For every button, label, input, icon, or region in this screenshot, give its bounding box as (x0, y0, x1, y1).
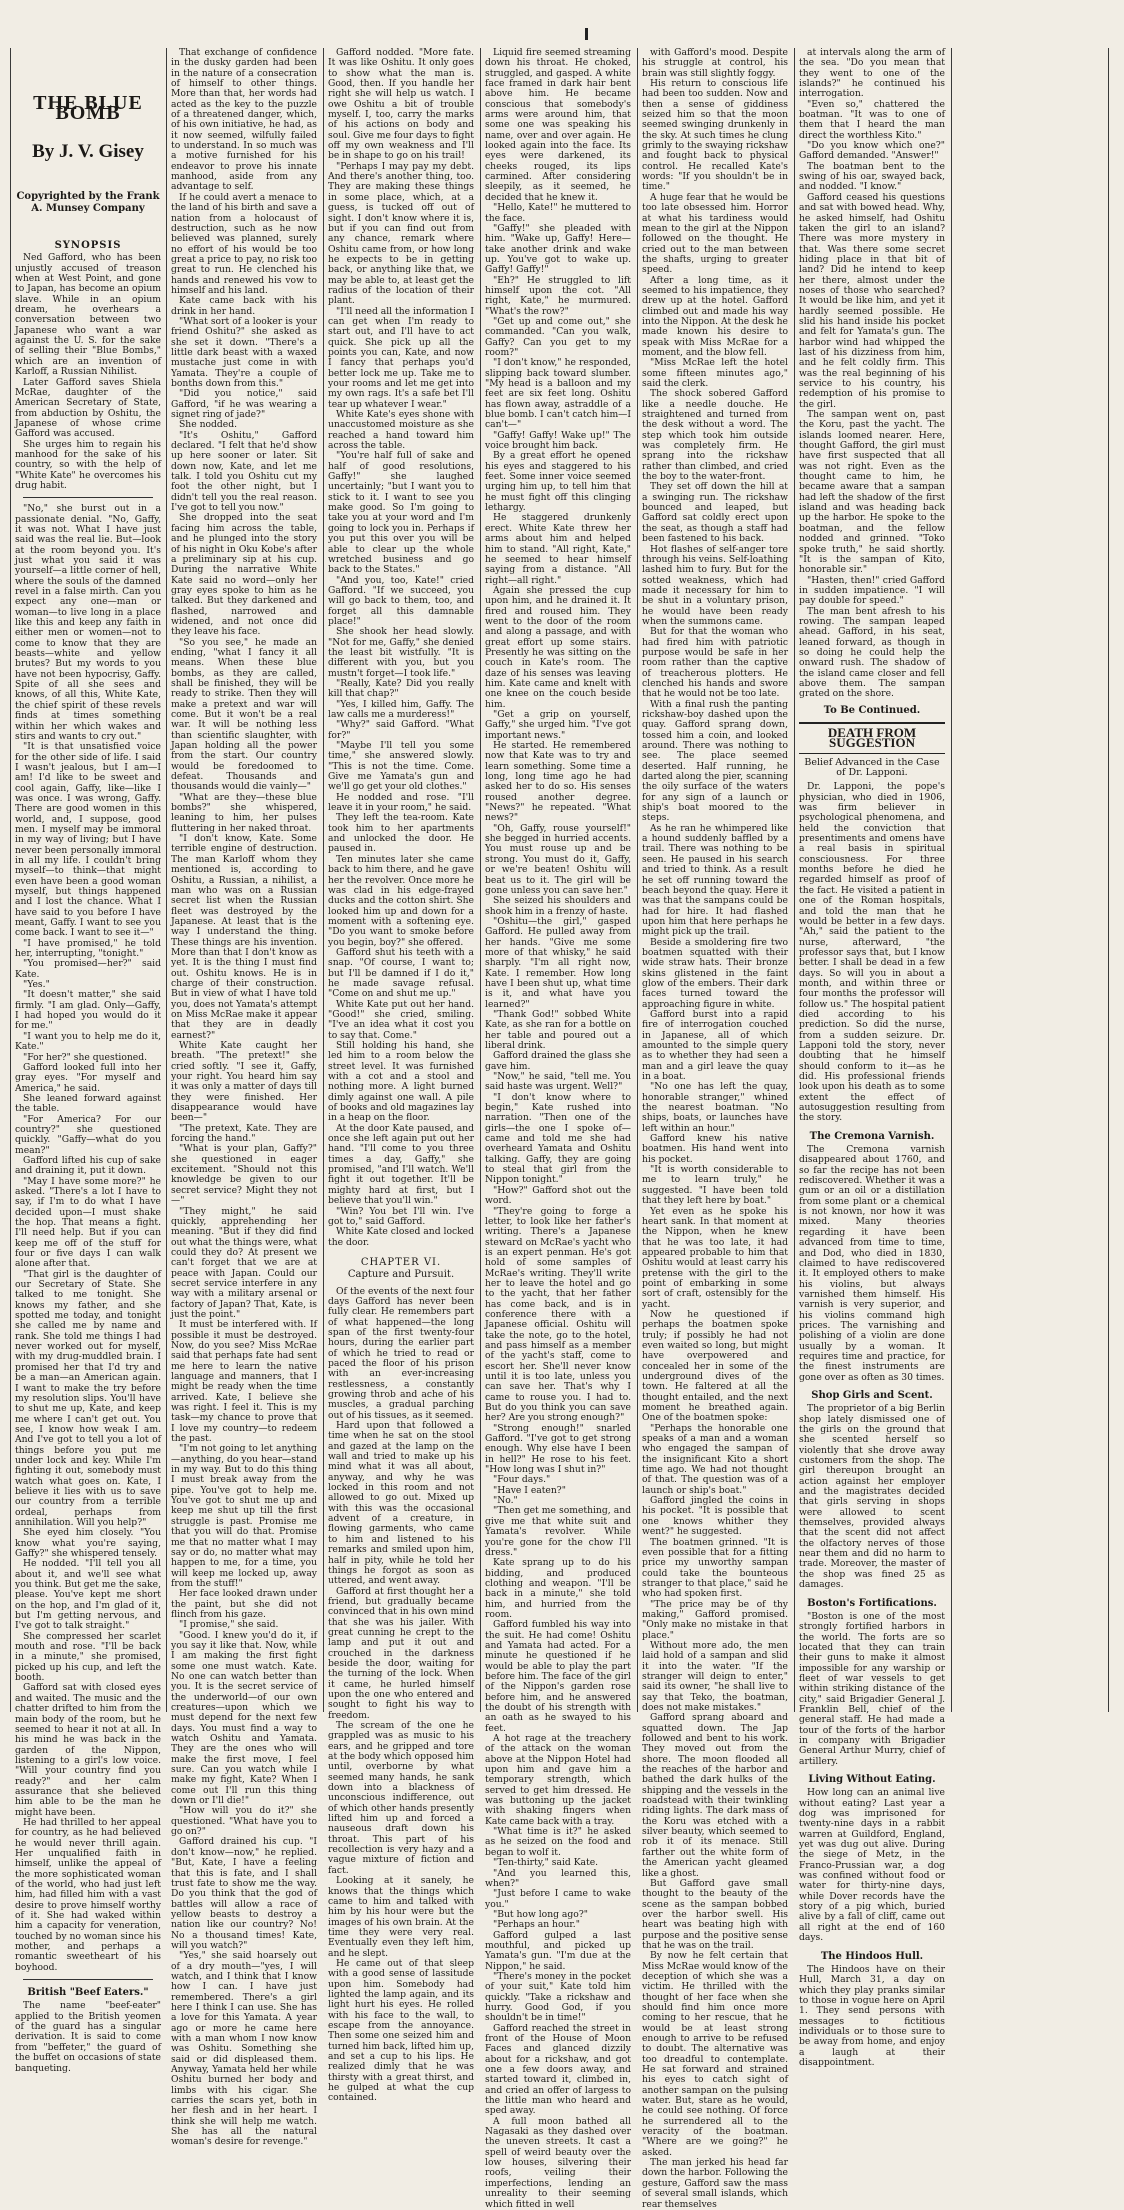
story-paragraph: Gafford burst into a rapid fire of interrogation couched in Japanese, all of which amounted to the simple query as to whether they had seen a man and a girl leave the quay in a boat. (642, 1008, 788, 1083)
article-paragraph: Dr. Lapponi, the pope's physician, who died in 1906, was firm believer in psychological phenomena, and held the conviction that presentiments and omens have a real basis in spiritual consciousness. For three months before he died he regarded himself as proof of the fact. He visited a patient in one of the Roman hospitals, and told the man that he would be better in a few days. "Ah," said the patient to the nurse, afterward, "the professor says that, but I know better. I shall be dead in a few days. So will you in about a month, and within three or four months the professor will follow us." The hospital patient died according to his prediction. So did the nurse, from a sudden seizure. Dr. Lapponi told the story, never doubting that he himself should conform to it—as he did. His professional friends look upon his death as to some extent the effect of autosuggestion resulting from the story. (799, 781, 945, 1124)
column-rule (1108, 48, 1109, 1712)
story-paragraph: "Gaffy! Gaffy! Wake up!" The voice brought him back. (485, 429, 631, 452)
synopsis-paragraph: Later Gafford saves Shiela McRae, daughter of the American Secretary of State, from abduction by Oshitu, the Japanese of whose crime Gafford was accused. (15, 376, 161, 440)
filler-text: The name "beef-eater" applied to the British yeomen of the guard has a singular derivation. It is said to come from "beffeter," the guard of the buffet on occasions of state banqueting. (15, 2000, 161, 2074)
story-paragraph: "Oh, Gaffy, rouse yourself!" she begged in hurried accents. You must rouse up and be strong. You must do it, Gaffy, or we're beaten! Oshitu will beat us to it. The girl will be gone unless you can save her." (485, 822, 631, 896)
story-paragraph: But for that the woman who had fired him with patriotic purpose would be safe in her room rather than the captive of treacherous plotters. He clenched his hands and swore that he would not be too late. (642, 626, 788, 700)
story-paragraph: The scream of the one he grappled was as music to his ears, and he gripped and tore at the body which opposed him until, overborne by what seemed many hands, he sank down into a blackness of unconscious indifference, out of which other hands presently lifted him up and forced a nauseous draft down his throat. This part of his recollection is very hazy and a vague mixture of fiction and fact. (328, 1720, 474, 1876)
column-5 (639, 47, 791, 2210)
story-paragraph: "How will you do it?" she questioned. "What have you to go on?" (171, 1805, 317, 1838)
story-paragraph: He came out of that sleep with a good sense of lassitude upon him. Somebody had lighted the lamp again, and its light hurt his eyes. He rolled with his face to the wall, to escape from the annoyance. Then some one seized him and turned him back, lifted him up, and set a cup to his lips. He realized dimly that he was thirsty with a great thirst, and he gulped at what the cup contained. (328, 1957, 474, 2104)
story-paragraph: Ten minutes later she came back to him there, and he gave her the revolver. Once more he was clad in his edge-frayed ducks and the cotton shirt. She looked him up and down for a moment with a softening eye. "Do you want to smoke before you begin, boy?" she offered. (328, 853, 474, 948)
story-paragraph: "It is worth considerable to me to learn truly," he suggested. "I have been told that they left here by boat." (642, 1164, 788, 1207)
story-body (799, 48, 945, 700)
story-body (485, 48, 631, 2210)
story-paragraph: "Even so," chattered the boatman. "It was to one of them that I heard the man direct the worthless Kito." (799, 98, 945, 141)
story-paragraph: "What time is it?" he asked as he seized on the food and began to wolf it. (485, 1826, 631, 1858)
story-paragraph: "No." (493, 1495, 518, 1507)
story-byline: By J. V. Gisey (32, 140, 144, 162)
synopsis-paragraph: She urges him to regain his manhood for the sake of his country, so with the help of "White Kate" he overcomes his drug habit. (15, 438, 161, 491)
story-paragraph: "They might," he said quickly, apprehending her meaning. "But if they did find out what the things were, what could they do? At present we can't forget that we are at peace with Japan. Could our secret service interfere in any way with a military arsenal or factory of Japan? That, Kate, is just the point." (171, 1205, 317, 1320)
story-paragraph: Of the events of the next four days Gafford has never been fully clear. He remembers part of what happened—the long span of the first twenty-four hours, during the earlier part of which he tried to read or paced the floor of his prison with an ever-increasing restlessness, a constantly growing throb and ache of his muscles, a gradual parching out of his tissues, as it seemed. (328, 1285, 474, 1421)
story-paragraph: "Oshitu—the girl," gasped Gafford. He pulled away from her hands. "Give me some more of that whisky," he said sharply. "I'm all right now, Kate. I remember. How long have I been shut up, what time is it, and what have you learned?" (485, 915, 631, 1010)
story-paragraph: She seized his shoulders and shook him in a frenzy of haste. (485, 895, 631, 917)
story-paragraph: "What sort of a looker is your friend Oshitu?" she asked as she set it down. "There's a little dark beast with a waxed mustache just come in with Yamata. They're a couple of bonths down from this." (171, 315, 317, 389)
story-paragraph: "Good. I knew you'd do it, if you say it like that. Now, while I am making the first fight some one must watch. Kate. No one can watch better than you. It is the secret service of the underworld—of our own creatures—upon which we must depend for the next few days. You must find a way to watch Oshitu and Yamata. They are the ones who will make the first move, I feel sure. Can you watch while I make my fight, Kate? When I come out I'll run this thing down or I'll die!" (171, 1629, 317, 1807)
story-paragraph: The shock sobered Gafford like a needle douche. He straightened and turned from the desk without a word. The step which took him outside was completely firm. He sprang into the rickshaw rather than climbed, and cried the boy to the water-front. (642, 388, 788, 483)
story-paragraph: "They're going to forge a letter, to look like her father's writing. There's a Japanese steward on McRae's yacht who is an expert penman. He's got hold of some samples of McRae's writing. They'll write her to leave the hotel and go to the yacht, that her father has come back, and is in conference there with a Japanese official. Oshitu will take the note, go to the hotel, and pass himself as a member of the yacht's staff, come to escort her. She'll never know until it is too late, unless you can save her. That's why I came to rouse you. I had to. But do you think you can save her? Are you strong enough?" (485, 1205, 631, 1424)
newspaper-page (10, 22, 1110, 2210)
story-paragraph: "Ten-thirty," said Kate. (493, 1857, 599, 1869)
column-rule (323, 48, 324, 1712)
story-body (171, 48, 317, 2148)
story-paragraph: "Hello, Kate!" he muttered to the face. (485, 202, 631, 224)
story-paragraph: "I'm not going to let anything—anything, do you hear—stand in my way. But to do this thing I must break away from the pipe. You've got to help me. You've got to shut me up and keep me shut up till the first struggle is past. Promise me that you will do that. Promise me that no matter what I may say or do, no matter what may happen to me, for a time, you will keep me locked up, away from the stuff!" (171, 1443, 317, 1589)
story-paragraph: "Perhaps I may pay my debt. And there's another thing, too. They are making these things in some place, which, at a guess, is tucked off out of sight. I don't know where it is, but if you can find out from any chance, remark where Oshitu came from, or how long he expects to be in getting back, or anything like that, we may be able to, at least get the radius of the location of their plant. (328, 160, 474, 307)
story-paragraph: "Now," he said, "tell me. You said haste was urgent. Well?" (485, 1071, 631, 1093)
story-header (15, 92, 161, 215)
column-rule (480, 48, 481, 1712)
story-paragraph: Gafford sat with closed eyes and waited. The music and the chatter drifted to him from the main body of the room, but he seemed to hear it not at all. In his mind he was back in the garden of the Nippon, listening to a girl's low voice. "Will your country find you ready?" and her calm assurance that she believed him able to be the man he might have been. (15, 1682, 161, 1818)
story-paragraph: "Gaffy!" she pleaded with him. "Wake up, Gaffy! Here—take another drink and wake up. You've got to wake up. Gaffy! Gaffy!" (485, 222, 631, 276)
story-paragraph: He nodded and rose. "I'll leave it in your room," he said. (328, 791, 474, 814)
story-paragraph: He staggered drunkenly erect. White Kate threw her arms about him and helped him to stand. "All right, Kate," he seemed to hear himself saying from a distance. "All right—all right." (485, 512, 631, 586)
story-paragraph: Gafford at first thought her a friend, but gradually became convinced that in his own mind that she was his jailer. With great cunning he crept to the lamp and put it out and crouched in the darkness beside the door, waiting for the turning of the lock. When it came, he hurled himself upon the one who entered and sought to fight his way to freedom. (328, 1585, 474, 1721)
story-paragraph: At the door Kate paused, and once she left again put out her hand. "I'll come to you three times a day, Gaffy," she promised, "and I'll watch. We'll fight it out together. It'll be mighty hard at first, but I believe that you'll win." (328, 1122, 474, 1207)
item-heading: Shop Girls and Scent. (811, 1389, 933, 1401)
story-paragraph: Gafford reached the street in front of the House of Moon Faces and glanced dizzily about for a rickshaw, and got one a few doors away, and started toward it, climbed in, and cried an offer of largess to the little man who heard and sped away. (485, 2022, 631, 2117)
story-paragraph: Gafford sprang aboard and squatted down. The Jap followed and bent to his work. They moved out from the shore. The moon flooded all the reaches of the harbor and bathed the dark hulks of the shipping and the vessels in the roadstead with their twinkling riding lights. The dark mass of the Koru was etched with a silver beauty, which seemed to rob it of its menace. Still farther out the white form of the American yacht gleamed like a ghost. (642, 1712, 788, 1879)
section-divider (23, 497, 153, 498)
story-paragraph: Gafford ceased his questions and sat with bowed head. Why, he asked himself, had Oshitu taken the girl to an island? There was more mystery in that. Was there some secret hiding place in that bit of land? Did he intend to keep her there, almost under the noses of those who searched? It would be like him, and yet it hardly seemed possible. He slid his hand inside his pocket and felt for Yamata's gun. The harbor wind had whipped the last of his dizziness from him, and he felt coldly firm. This was the real beginning of his service to his country, his redemption of his promise to the girl. (799, 191, 945, 410)
story-body (328, 1287, 474, 2104)
column-rule (10, 48, 11, 1712)
story-paragraph: Gafford drained the glass she gave him. (485, 1050, 631, 1072)
story-paragraph: The boatman bent to the swing of his oar, swayed back, and nodded. "I know." (799, 160, 945, 193)
story-paragraph: with Gafford's mood. Despite his struggle at control, his brain was still slightly foggy. (642, 47, 788, 79)
story-paragraph: "Perhaps an hour." (493, 1919, 580, 1931)
story-paragraph: White Kate closed and locked the door. (328, 1226, 475, 1248)
story-paragraph: Yet even as he spoke his heart sank. In that moment at the Nippon, when he knew that he was too late, it had appeared probable to him that Oshitu would at least carry his pretense with the girl to the point of embarking in some sort of craft, ostensibly for the yacht. (642, 1205, 788, 1310)
story-paragraph: "For her?" she questioned. (23, 1051, 148, 1063)
story-body (642, 48, 788, 2210)
story-paragraph: "No one has left the quay, honorable stranger," whined the nearest boatman. "No ships, boats, or launches have left within an hour." (642, 1081, 788, 1134)
column-1 (12, 48, 164, 2074)
synopsis (15, 253, 161, 491)
story-paragraph: "There's money in the pocket of your suit," Kate told him quickly. "Take a rickshaw and hurry. Good God, if you shouldn't be in time!" (485, 1970, 631, 2024)
synopsis-paragraph: Ned Gafford, who has been unjustly accused of treason when at West Point, and gone to Japan, has become an opium slave. While in an opium dream, he overhears a conversation between two Japanese who want a war against the U. S. for the sake of selling their "Blue Bombs," which are an invention of Karloff, a Russian Nihilist. (15, 252, 161, 378)
story-paragraph: Without more ado, the men laid hold of a sampan and slid it into the water. "If the stranger will deign to enter," said its owner, "he shall live to say that Teko, the boatman, does not make mistakes." (642, 1639, 788, 1713)
column-3 (325, 47, 477, 2104)
story-paragraph: Gafford fumbled his way into the suit. He had come! Oshitu and Yamata had acted. For a minute he questioned if he would be able to play the part before him. The face of the girl of the Nippon's garden rose before him, and he answered the doubt of his strength with an oath as he swayed to his feet. (485, 1619, 631, 1734)
story-paragraph: The man jerked his head far down the harbor. Following the gesture, Gafford saw the mass of several small islands, which rear themselves (642, 2157, 788, 2210)
story-paragraph: Beside a smoldering fire two boatmen squatted with their wide straw hats. Their bronze skins glistened in the faint glow of the embers. Their dark faces turned toward the approaching figure in white. (642, 936, 788, 1010)
story-paragraph: "But how long ago?" (493, 1908, 588, 1920)
story-paragraph: "What is your plan, Gaffy?" she questioned in eager excitement. "Should not this knowledge be given to our secret service? Might they not—" (171, 1143, 317, 1207)
story-paragraph: "Do you know which one?" Gafford demanded. "Answer!" (799, 140, 945, 162)
story-body (328, 48, 474, 1248)
story-paragraph: White Kate put out her hand. "Good!" she cried, smiling. "I've an idea what it cost you to say that. Come." (328, 998, 474, 1041)
story-paragraph: He started. He remembered now that Kate was to try and learn something. Some time a long, long time ago he had asked her to do so. His senses roused another degree. "News?" he repeated. "What news?" (485, 740, 631, 824)
story-paragraph: "Miss McRae left the hotel some fifteen minutes ago," said the clerk. (642, 357, 788, 389)
story-paragraph: He nodded. "I'll tell you all about it, and we'll see what you think. But get me the sake, please. You've kept me short on the hop, and I'm glad of it, but I'm getting nervous, and I've got to talk straight." (15, 1558, 161, 1632)
story-paragraph: Gafford drained his cup. "I don't know—now," he replied. "But, Kate, I have a feeling that this is fate, and I shall trust fate to show me the way. Do you think that the god of battles will allow a race of yellow beasts to destroy a nation like our country? No! No a thousand times! Kate, will you watch?" (171, 1836, 317, 1951)
story-paragraph: "Four days." (493, 1474, 551, 1486)
story-paragraph: Kate sprang up to do his bidding, and produced clothing and weapon. "I'll be back in a minute," she told him, and hurried from the room. (485, 1557, 631, 1620)
item-heading: Living Without Eating. (808, 1774, 936, 1785)
story-paragraph: "Get a grip on yourself, Gaffy," she urged him. "I've got important news." (485, 709, 631, 741)
column-2 (168, 47, 320, 2148)
column-rule (166, 48, 167, 1712)
story-paragraph: The boatmen grinned. "It is even possible that for a fitting price my unworthy sampan could take the bounteous stranger to that place," said he who had spoken first. (642, 1536, 788, 1600)
story-paragraph: "Just before I came to wake you." (485, 1888, 631, 1910)
column-rule (637, 48, 638, 1712)
item-text: The Hindoos have on their Hull, March 31, a day on which they play pranks similar to those in vogue here on April 1. They send persons with messages to fictitious individuals or to those sure to be away from home, and enjoy a laugh at their disappointment. (799, 1963, 945, 2068)
story-paragraph: "Yes." (23, 979, 50, 991)
story-paragraph: "It doesn't matter," she said firmly. "I am glad. Only—Gaffy, I had hoped you would do it for me." (15, 989, 161, 1032)
item-text: How long can an animal live without eating? Last year a dog was imprisoned for twenty-nine days in a rabbit warren at Guildford, England, yet was dug out alive. During the siege of Metz, in the Franco-Prussian war, a dog was confined without food or water for thirty-nine days, while Dover records have the story of a pig which, buried alive by a fall of cliff, came out all right at the end of 160 days. (799, 1787, 945, 1944)
story-paragraph: "That girl is the daughter of our Secretary of State. She talked to me tonight. She knows my father, and she spotted me today, and tonight she called me by name and rank. She told me things I had never worked out for myself, with my drug-muddled brain. I promised her that I'd try and be a man—an American again. I want to make the try before my resolution slips. You'll have to shut me up, Kate, and keep me where I can't get out. You see, I know how weak I am. And I've got to tell you a lot of things before you put me under lock and key. While I'm fighting it out, somebody must watch what goes on. Kate, I believe it lies with us to save our country from a terrible ordeal, perhaps from annihilation. Will you help?" (15, 1268, 161, 1528)
story-paragraph: "I don't know," he responded, slipping back toward slumber. "My head is a balloon and my feet are six feet long. Oshitu has flown away, astraddle of a blue bomb. I can't catch him—I can't—" (485, 357, 631, 431)
story-paragraph: But Gafford gave small thought to the beauty of the scene as the sampan bobbed over the harbor swell. His heart was beating high with purpose and the positive sense that he was on the trail. (642, 1877, 788, 1951)
story-paragraph: "Why?" said Gafford. "What for?" (328, 719, 474, 741)
story-paragraph: They set off down the hill at a swinging run. The rickshaw bounced and leaped, but Gafford sat coldly erect upon the seat, as though a staff had been fastened to his back. (642, 481, 788, 545)
story-paragraph: "I promise," she said. (179, 1619, 279, 1631)
story-paragraph: "Yes, I killed him, Gaffy. The law calls me a murderess!" (328, 698, 474, 720)
story-paragraph: They left the tea-room. Kate took him to her apartments and unlocked the door. He paused in. (328, 812, 474, 855)
story-paragraph: at intervals along the arm of the sea. "Do you mean that they went to one of the islands?" he continued his interrogation. (799, 47, 945, 100)
story-paragraph: The man bent afresh to his rowing. The sampan leaped ahead. Gafford, in his seat, leaned forward, as though in so doing he could help the onward rush. The shadow of the island came closer and fell above them. The sampan grated on the shore. (799, 605, 945, 700)
item-text: The proprietor of a big Berlin shop lately dismissed one of the girls on the ground that she scented herself so violently that she drove away customers from the shop. The girl thereupon brought an action against her employer and the magistrates decided that girls serving in shops were allowed to scent themselves, provided always that the scent did not affect the olfactory nerves of those near them and did no harm to trade. Moreover, the master of the shop was fined 25 as damages. (799, 1403, 945, 1591)
column-rule (794, 48, 795, 1712)
story-paragraph: "The price may be of thy making," Gafford promised. "Only make no mistake in that place." (642, 1598, 788, 1641)
story-paragraph: "I don't know where to begin," Kate rushed into narration. "Then one of the girls—the one I spoke of—came and told me she had overheard Yamata and Oshitu talking. Gaffy, they are going to steal that girl from the Nippon tonight." (485, 1091, 631, 1186)
story-paragraph: White Kate caught her breath. "The pretext!" she cried softly. "I see it, Gaffy, your right. You heard him say it was only a matter of days till they were finished. Her disappearance would have been—" (171, 1040, 317, 1124)
item-heading: The Cremona Varnish. (809, 1130, 935, 1142)
section-divider (23, 1979, 153, 1980)
story-paragraph: Gafford jingled the coins in his pocket. "It is possible that one knows whither they went?" he suggested. (642, 1495, 788, 1538)
story-paragraph: "Hasten, then!" cried Gafford in sudden impatience. "I will pay double for speed." (799, 574, 945, 607)
story-paragraph: His return to conscious life had been too sudden. Now and then a sense of giddiness seized him so that the moon seemed swinging drunkenly in the sky. At such times he clung grimly to the swaying rickshaw and fought back to physical control. He recalled Kate's words: "If you shouldn't be in time." (642, 78, 789, 193)
story-paragraph: Gafford shut his teeth with a snap. "Of course, I want to; but I'll be damned if I do it," he made savage refusal. "Come on and shut me up." (328, 946, 474, 1000)
story-paragraph: "Really, Kate? Did you really kill that chap?" (328, 677, 474, 700)
story-paragraph: White Kate's eyes shone with unaccustomed moisture as she reached a hand toward him across the table. (328, 409, 474, 452)
story-paragraph: "I want you to help me do it, Kate." (15, 1030, 161, 1053)
story-paragraph: As he ran he whimpered like a hound suddenly baffled by a trail. There was nothing to be seen. He paused in his search and tried to think. As a result he set off running toward the beach beyond the quay. Here it was that the sampans could be had for hire. It had flashed upon him that here perhaps he might pick up the trail. (642, 822, 788, 938)
story-paragraph: She eyed him closely. "You know what you're saying, Gaffy?" she whispered tensely. (15, 1527, 161, 1559)
story-paragraph: She leaned forward against the table. (15, 1092, 161, 1115)
chapter-heading: CHAPTER VI. (360, 1256, 442, 1268)
story-paragraph: "Maybe I'll tell you some time," she answered slowly. "This is not the time. Come. Give me Yamata's gun and we'll go get your old clothes." (328, 740, 474, 793)
story-paragraph: "How?" Gafford shot out the word. (485, 1184, 631, 1207)
story-paragraph: Hot flashes of self-anger tore through his veins. Self-loathing lashed him to fury. But for the sotted weakness, which had made it necessary for him to be shut in a voluntary prison, he would have been ready when the summons came. (642, 543, 788, 627)
story-paragraph: "You're half full of sake and half of good resolutions, Gaffy!" she laughed uncertainly; "but I want you to stick to it. I want to see you make good. So I'm going to take you at your word and I'm going to lock you in. Perhaps if you put this over you will be able to clear up the whole wretched business and go back to the States." (328, 450, 474, 576)
column-4 (482, 47, 634, 2210)
story-paragraph: Hard upon that followed a time when he sat on the stool and gazed at the lamp on the wall and tried to make up his mind what it was all about, anyway, and why he was locked in this room and not allowed to go out. Mixed up with this was the occasional advent of a creature, in flowing garments, who came to him and listened to his remarks and smiled upon him, half in pity, while he told her things he forgot as soon as uttered, and went away. (328, 1420, 474, 1587)
story-paragraph: That exchange of confidence in the dusky garden had been in the nature of a consecration of himself to other things. More than that, her words had acted as the key to the puzzle of a threatened danger, which, of his own initiative, he had, as it now seemed, wilfully failed to understand. In so much was a motive furnished for his endeavor to prove his innate manhood, aside from any advantage to self. (171, 47, 317, 193)
to-be-continued: To Be Continued. (823, 704, 921, 716)
item-heading: Boston's Fortifications. (807, 1597, 937, 1609)
story-paragraph: "It's Oshitu," Gafford declared. "I felt that he'd show up here sooner or later. Sit down now, Kate, and let me talk. I told you Oshitu cut my foot the other night, but I didn't tell you the real reason. I've got to tell you now." (171, 429, 317, 514)
column-6 (796, 47, 948, 2068)
story-paragraph: "Win? You bet I'll win. I've got to," said Gafford. (328, 1205, 474, 1227)
story-paragraph: "You promised—her?" said Kate. (15, 958, 161, 980)
story-paragraph: "Get up and come out," she commanded. "Can you walk, Gaffy? Can you get to my room?" (485, 315, 631, 358)
story-paragraph: The sampan went on, past the Koru, past the yacht. The islands loomed nearer. Here, thought Gafford, the girl must have first suspected that all was not right. Even as the thought came to him, he became aware that a sampan had left the shadow of the first island and was heading back up the harbor. He spoke to the boatman, and the fellow nodded and grinned. "Toko spoke truth," he said shortly. "It is the sampan of Kito, honorable sir." (799, 409, 945, 576)
story-paragraph: Gafford looked full into her gray eyes. "For myself and America," he said. (15, 1061, 161, 1094)
story-paragraph: By a great effort he opened his eyes and staggered to his feet. Some inner voice seemed urging him up, to tell him that he must fight off this clinging lethargy. (485, 450, 631, 514)
synopsis-heading: SYNOPSIS (54, 240, 122, 252)
story-paragraph: Looking at it sanely, he knows that the things which came to him and talked with him by his hour were but the images of his own brain. At the time they were very real. Eventually even they left him, and he slept. (328, 1875, 474, 1959)
story-paragraph: "Yes," she said hoarsely out of a dry mouth—"yes, I will watch, and I think that I know how I can. I have just remembered. There's a girl here I think I can use. She has a love for this Yamata. A year ago or more he came here with a man whom I now know was Oshitu. Something she said or did displeased them. Anyway, Yamata held her while Oshitu burned her body and limbs with his cigar. She carries the scars yet, both in her flesh and in her heart. I think she will help me watch. She has all the natural woman's desire for revenge." (171, 1950, 317, 2148)
story-paragraph: "The pretext, Kate. They are forcing the hand." (171, 1122, 317, 1145)
story-paragraph: If he could avert a menace to the land of his birth and save a nation from a holocaust of destruction, such as he now believed was planned, surely no effort of his would be too great a price to pay, no risk too great to run. He clenched his hands and renewed his vow to himself and his land. (171, 191, 317, 296)
item-text: "Boston is one of the most strongly fortified harbors in the world. The forts are so located that they can train their guns to make it almost impossible for any warship or fleet of war vessels to get within striking distance of the city," said Brigadier General J. Franklin Bell, chief of the general staff. He had made a tour of the forts of the harbor in company with Brigadier General Arthur Murry, chief of artillery. (799, 1610, 945, 1767)
article-headline: DEATH FROM SUGGESTION (799, 722, 945, 754)
story-paragraph: She nodded. (179, 419, 238, 431)
story-paragraph: Gafford gulped a last mouthful, and picked up Yamata's gun. "I'm due at the Nippon," he said. (485, 1929, 631, 1972)
story-paragraph: Still holding his hand, she led him to a room below the street level. It was furnished with a cot and a stool and nothing more. A light burned dimly against one wall. A pile of books and old magazines lay in a heap on the floor. (328, 1040, 474, 1124)
story-paragraph: "Eh?" He struggled to lift himself upon the cot. "All right, Kate," he murmured. "What's the row?" (485, 274, 631, 317)
story-paragraph: She compressed her scarlet mouth and rose. "I'll be back in a minute," she promised, picked up his cup, and left the booth. (15, 1630, 161, 1684)
story-paragraph: By now he felt certain that Miss McRae would know of the deception of which she was a victim. He thrilled with the thought of her face when she should find him once more coming to her rescue, that he would be at least strong enough to arrive to be refused to doubt. The alternative was too dreadful to contemplate. He sat forward and strained his eyes to catch sight of another sampan on the pulsing water. But, stare as he would, he could see nothing. Of force he surrendered all to the veracity of the boatman. "Where are we going?" he asked. (642, 1950, 788, 2158)
story-paragraph: "No," she burst out in a passionate denial. "No, Gaffy, it was not. What I have just said was the real lie. But—look at the room beyond you. It's just what you said it was yourself—a little corner of hell, where the souls of the damned revel in a false mirth. Can you expect any one—man or woman—to live long in a place like this and keep any faith in either men or women—not to come to know that they are beasts—white and yellow brutes? But my words to you have not been hypocrisy, Gaffy. Spite of all she sees and knows, of all this, White Kate, the chief spirit of these revels finds at times something within her which wakes and stirs and wants to cry out." (15, 503, 161, 742)
story-paragraph: A huge fear that he would be too late obsessed him. Horror at what his tardiness would mean to the girl at the Nippon followed on the thought. He cried out to the man between the shafts, urging to greater speed. (642, 191, 788, 276)
story-paragraph: "Did you notice," said Gafford, "if he was wearing a signet ring of jade?" (171, 388, 317, 421)
story-paragraph: She dropped into the seat facing him across the table, and he plunged into the story of his night in Oku Kobe's after a preliminary sip at his cup. During the narrative White Kate said no word—only her gray eyes spoke to him as he talked. But they darkened and flashed, narrowed and widened, and not once did they leave his face. (171, 512, 317, 638)
story-paragraph: "Strong enough!" snarled Gafford. "I've got to get strong enough. Why else have I been in hell?" He rose to his feet. "How long was I shut in?" (485, 1422, 631, 1476)
story-paragraph: "I'll need all the information I can get when I'm ready to start out, and I'll have to act quick. She pick up all the points you can, Kate, and now I fancy that perhaps you'd better lock me up. Take me to your rooms and let me get into my own rags. It's a safe bet I'll tear up whatever I wear." (328, 305, 475, 410)
item-heading: The Hindoos Hull. (820, 1950, 924, 1962)
story-paragraph: "And you learned this, when?" (485, 1867, 631, 1889)
story-paragraph: Gafford nodded. "More fate. It was like Oshitu. It only goes to show what the man is. Good, then. If you handle her right she will help us watch. I owe Oshitu a bit of trouble myself. I, too, carry the marks of his actions on body and soul. Give me four days to fight off my own weakness and I'll be in shape to go on his trail! (328, 47, 474, 162)
story-paragraph: Her face looked drawn under the paint, but she did not flinch from his gaze. (171, 1588, 317, 1620)
story-paragraph: With a final rush the panting rickshaw-boy dashed upon the quay. Gafford sprang down, tossed him a coin, and looked around. There was nothing to see. The place seemed deserted. Half running, he darted along the pier, scanning the oily surface of the waters for any sign of a launch or ship's boat moored to the steps. (642, 698, 788, 824)
story-paragraph: After a long time, as it seemed to his impatience, they drew up at the hotel. Gafford climbed out and made his way into the Nippon. At the desk he made known his desire to speak with Miss McRae for a moment, and the blow fell. (642, 274, 788, 358)
story-paragraph: "What are they—these blue bombs?" she whispered, leaning to him, her pulses fluttering in her naked throat. (171, 791, 317, 834)
story-paragraph: "Then get me something, and give me that white suit and Yamata's revolver. While you're gone for the chow I'll dress." (485, 1505, 631, 1558)
story-paragraph: Again she pressed the cup upon him, and he drained it. It fired and roused him. They went to the door of the room and along a passage, and with great effort up some stairs. Presently he was sitting on the couch in Kate's room. The daze of his senses was leaving him. Kate came and knelt with one knee on the couch beside him. (485, 584, 631, 710)
story-paragraph: A full moon bathed all Nagasaki as they dashed over the uneven streets. It cast a spell of weird beauty over the low houses, silvering their roofs, veiling their imperfections, lending an unreality to their seeming which fitted in well (485, 2115, 631, 2210)
column-rule (951, 48, 952, 1712)
story-paragraph: "May I have some more?" he asked. "There's a lot I have to say, if I'm to do what I have decided upon—I must shake the hop. That means a fight. I'll need help. But if you can keep me off of the stuff for four or five days I can walk alone after that. (15, 1175, 161, 1270)
story-paragraph: "Perhaps the honorable one speaks of a man and a woman who engaged the sampan of the insignificant Kito a short time ago. We had not thought of that. The question was of a launch or ship's boat." (642, 1422, 788, 1496)
story-paragraph: "I have promised," he told her, interrupting, "tonight." (15, 937, 161, 960)
story-paragraph: It must be interfered with. If possible it must be destroyed. Now, do you see? Miss McRae said that perhaps fate had sent me here to learn the native language and manners, that I might be ready when the time arrived. Kate, I believe she was right. I feel it. This is my task—my chance to prove that I love my country—to redeem the past. (171, 1319, 317, 1445)
filler-heading: British "Beef Eaters." (27, 1987, 149, 1999)
story-paragraph: Kate came back with his drink in her hand. (171, 295, 317, 317)
story-paragraph: A hot rage at the treachery of the attack on the woman above at the Nippon Hotel had upon him and gave him a temporary strength, which served to get him dressed. He was buttoning up the jacket with shaking fingers when Kate came back with a tray. (485, 1733, 631, 1827)
story-paragraph: "Have I eaten?" (493, 1484, 566, 1496)
story-paragraph: She shook her head slowly. "Not for me, Gaffy," she denied the least bit wistfully. "It is different with you, but you mustn't forget—I took life." (328, 626, 474, 679)
story-paragraph: "So you see," he made an ending, "what I fancy it all means. When these blue bombs, as they are called, shall be finished, they will be ready to strike. Then they will make a pretext and war will come. But it won't be a real war. It will be nothing less than scientific slaughter, with Japan holding all the power from the start. Our country would be foredoomed to defeat. Thousands and thousands would die vainly—" (171, 636, 317, 793)
copyright-line: Copyrighted by the Frank A. Munsey Company (16, 191, 160, 215)
story-body (15, 504, 161, 1973)
story-paragraph: "It is that unsatisfied voice for the other side of life. I said I wasn't jealous, but I am—I am! I'd like to be sweet and cool again, Gaffy, like—like I was once. I was wrong, Gaffy. There are good women in this world, and, I suppose, good men. I myself may be immoral in my way of living; but I have never been personally immoral in all my life. I couldn't bring myself—to think—that might even have been a good woman myself, but things happened and I lost the chance. What I have said to you before I have meant, Gaffy. I want to see you come back. I want to see it—" (15, 741, 161, 939)
article-deck: Belief Advanced in the Case of Dr. Lapponi. (804, 756, 940, 779)
story-paragraph: "I don't know, Kate. Some terrible engine of destruction. The man Karloff whom they mentioned is, according to Oshitu, a Russian, a nihilist, a man who was on a Russian secret list when the Russian fleet was destroyed by the Japanese. At least that is the way I understand the thing. These things are his invention. More than that I don't know as yet. It is the thing I must find out. Oshitu knows. He is in charge of their construction. But in view of what I have told you, does not Yamata's attempt on Miss McRae make it appear that they are in deadly earnest?" (171, 833, 317, 1041)
story-title: THE BLUE BOMB (33, 92, 143, 125)
story-paragraph: Gafford knew his native boatmen. His hand went into his pocket. (642, 1133, 788, 1165)
story-paragraph: "And you, too, Kate!" cried Gafford. "If we succeed, you will go back to them, too, and forget all this damnable place!" (328, 574, 474, 627)
story-paragraph: "Thank God!" sobbed White Kate, as she ran for a bottle on her table and poured out a liberal drink. (485, 1008, 631, 1051)
story-paragraph: "For America? For our country?" she questioned quickly. "Gaffy—what do you mean?" (15, 1113, 161, 1156)
story-paragraph: He had thrilled to her appeal for country, as he had believed he would never thrill again. Her unqualified faith in himself, unlike the appeal of the more sophisticated woman of the world, who had just left him, had filled him with a vast desire to prove himself worthy of it. She had waked within him a capacity for veneration, touched by no woman since his mother, and perhaps a romantic sweetheart of his boyhood. (15, 1816, 161, 1973)
story-paragraph: Gafford lifted his cup of sake and draining it, put it down. (15, 1154, 161, 1177)
story-paragraph: Liquid fire seemed streaming down his throat. He choked, struggled, and gasped. A white face framed in dark hair bent above him. He became conscious that somebody's arms were around him, that some one was speaking his name, over and over again. He looked again into the face. Its eyes were darkened, its cheeks rouged, its lips carmined. After considering sleepily, as it seemed, he decided that he knew it. (485, 47, 631, 203)
registration-mark (585, 28, 588, 40)
chapter-subheading: Capture and Pursuit. (347, 1269, 455, 1281)
story-paragraph: Now he questioned if perhaps the boatmen spoke truly; if possibly he had not even waited so long, but might have overpowered and concealed her in some of the underground dives of the town. He faltered at all the thought entailed, and the next moment he breathed again. One of the boatmen spoke: (642, 1308, 788, 1424)
item-text: The Cremona varnish disappeared about 1760, and so far the recipe has not been rediscovered. Whether it was a gum or an oil or a distillation from some plant or a chemical is not known, nor how it was mixed. Many theories regarding it have been advanced from time to time, and Dod, who died in 1830, claimed to have rediscovered it. It employed others to make his violins, but always varnished them himself. His varnish is very superior, and his violins command high prices. The varnishing and polishing of a violin are done usually by a woman. It requires time and practice, for the finest instruments are gone over as often as 30 times. (799, 1144, 945, 1383)
